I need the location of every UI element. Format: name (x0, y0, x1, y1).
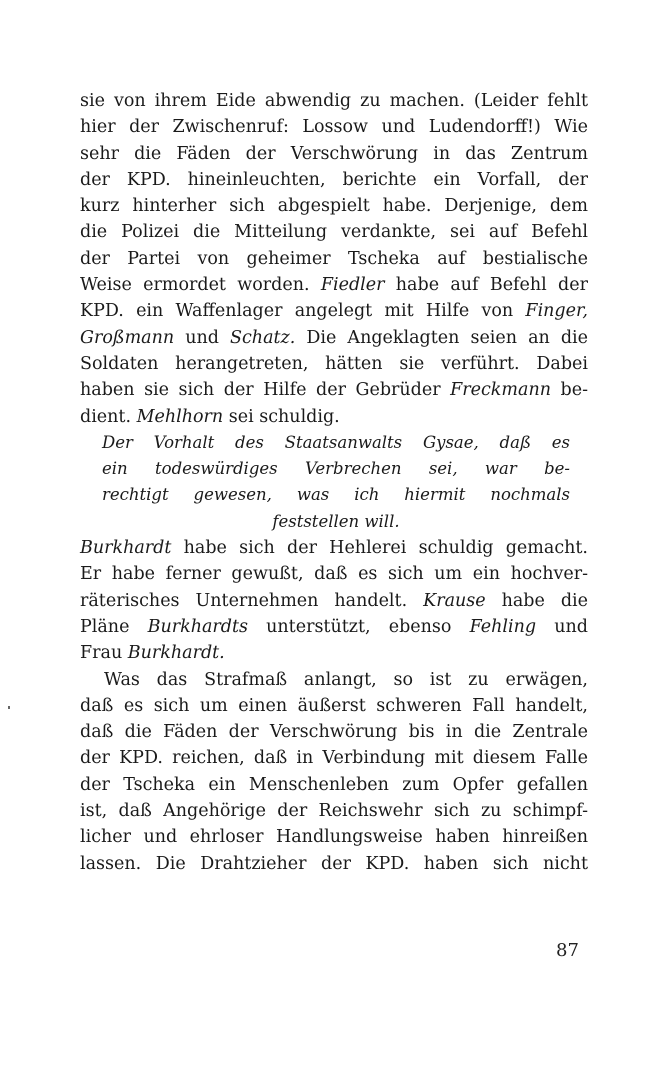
person-name: Burkhardt (80, 538, 172, 559)
text-line: der Tscheka ein Menschenleben zum Opfer gefallen (80, 774, 588, 795)
text-segment: sei schuldig. (223, 406, 340, 427)
person-name: Fehling (469, 616, 537, 637)
text-line (80, 614, 588, 640)
text-line: Er habe ferner gewußt, daß es sich um ein hochver- (80, 564, 588, 585)
text-line: Was das Strafmaß anlangt, so ist zu erwägen, (104, 669, 588, 690)
text-segment: Die Angeklagten seien an die (295, 327, 589, 348)
text-segment: habe die (485, 590, 588, 611)
print-speck (8, 706, 10, 709)
text-line: licher und ehrloser Handlungsweise haben hinreißen (80, 827, 588, 848)
text-segment: Pläne (80, 616, 148, 637)
person-name: Freckmann (450, 380, 551, 401)
person-name: Burkhardt. (127, 643, 225, 664)
person-name: Krause (423, 590, 486, 611)
text-line (80, 535, 588, 561)
text-line: der KPD. reichen, daß in Verbindung mit diesem Falle (80, 748, 588, 769)
quote-line: feststellen will. (272, 511, 400, 531)
text-line: sehr die Fäden der Verschwörung in das Zentrum (80, 143, 588, 164)
text-line: hier der Zwischenruf: Lossow und Ludendorff!) Wie (80, 117, 588, 138)
book-page-text (80, 88, 588, 877)
text-segment: und (174, 327, 231, 348)
text-line (80, 325, 588, 351)
text-line: die Polizei die Mitteilung verdankte, sei auf Befehl (80, 222, 588, 243)
text-line: daß es sich um einen äußerst schweren Fall handelt, (80, 695, 588, 716)
text-segment: und (536, 616, 588, 637)
text-segment: Weise ermordet worden. (80, 275, 310, 296)
text-segment: habe auf Befehl der (384, 275, 588, 296)
quote-line: ein todeswürdiges Verbrechen sei, war be- (102, 459, 570, 479)
text-line (80, 377, 588, 403)
text-segment: be- (550, 380, 588, 401)
text-segment: haben sie sich der Hilfe der Gebrüder (80, 380, 451, 401)
person-name: Mehlhorn (136, 406, 224, 427)
text-segment: unterstützt, ebenso (247, 616, 470, 637)
person-name: Schatz. (230, 327, 296, 348)
text-segment: Frau (80, 643, 128, 664)
person-name: Finger, (525, 301, 588, 322)
person-name: Fiedler (320, 275, 385, 296)
text-line: sie von ihrem Eide abwendig zu machen. (Leider fehlt (80, 91, 588, 111)
text-line: der KPD. hineinleuchten, berichte ein Vorfall, der (80, 169, 588, 190)
quote-line: Der Vorhalt des Staatsanwalts Gysae, daß es (102, 432, 570, 452)
quote-block (80, 430, 588, 535)
text-line: Soldaten herangetreten, hätten sie verführt. Dabei (80, 353, 588, 374)
text-segment: KPD. ein Waffenlager angelegt mit Hilfe von (80, 301, 526, 322)
page-number: 87 (556, 940, 579, 961)
text-line: daß die Fäden der Verschwörung bis in die Zentrale (80, 722, 588, 743)
text-line (80, 298, 588, 324)
text-segment: räterisches Unternehmen handelt. (80, 590, 424, 611)
text-segment: dient. (80, 406, 137, 427)
text-line: ist, daß Angehörige der Reichswehr sich zu schimpf- (80, 801, 588, 822)
text-line: kurz hinterher sich abgespielt habe. Derjenige, dem (80, 196, 588, 217)
text-line (80, 588, 588, 614)
text-line: der Partei von geheimer Tscheka auf bestialische (80, 248, 588, 269)
text-line: lassen. Die Drahtzieher der KPD. haben sich nicht (80, 853, 588, 874)
text-line (80, 404, 588, 430)
person-name: Burkhardts (147, 616, 248, 637)
text-line (80, 272, 588, 298)
person-name: Großmann (80, 327, 175, 348)
quote-line: rechtigt gewesen, was ich hiermit nochmals (102, 485, 570, 505)
text-line (80, 640, 588, 666)
text-segment: habe sich der Hehlerei schuldig gemacht. (171, 538, 588, 559)
